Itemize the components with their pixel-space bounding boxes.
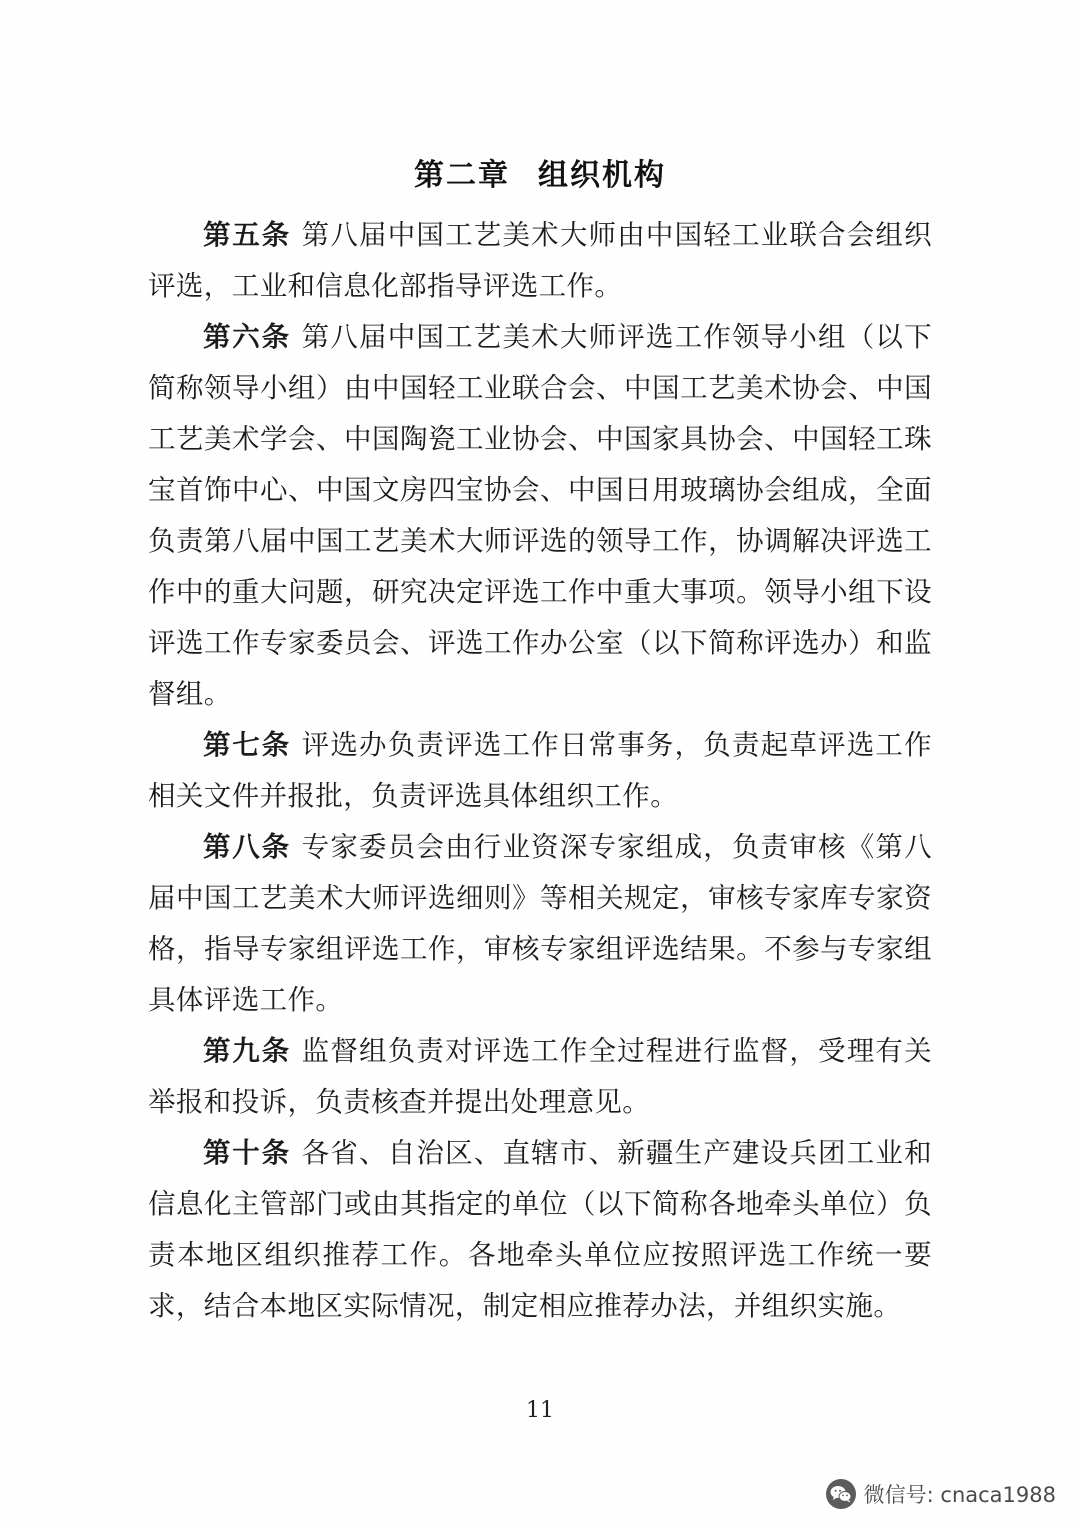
watermark-text: 微信号: cnaca1988 — [863, 1483, 1056, 1507]
wechat-icon — [826, 1479, 856, 1509]
article-label: 第九条 — [203, 1035, 291, 1067]
article-paragraph — [148, 1128, 932, 1332]
article-label: 第六条 — [203, 321, 291, 353]
article-label: 第八条 — [203, 831, 291, 863]
article-text: 各省、自治区、直辖市、新疆生产建设兵团工业和信息化主管部门或由其指定的单位（以下简称各地牵头单位）负责本地区组织推荐工作。各地牵头单位应按照评选工作统一要求，结合本地区实际情况，制定相应推荐办法，并组织实施。 — [148, 1137, 932, 1322]
article-label: 第七条 — [203, 729, 291, 761]
article-text: 专家委员会由行业资深专家组成，负责审核《第八届中国工艺美术大师评选细则》等相关规定，审核专家库专家资格，指导专家组评选工作，审核专家组评选结果。不参与专家组具体评选工作。 — [148, 831, 932, 1016]
chapter-number: 第二章 — [414, 158, 510, 193]
page-number: 11 — [526, 1398, 554, 1423]
article-text: 评选办负责评选工作日常事务，负责起草评选工作相关文件并报批，负责评选具体组织工作。 — [148, 729, 932, 812]
document-body — [148, 150, 932, 1332]
article-paragraph — [148, 720, 932, 822]
chapter-heading — [148, 150, 932, 194]
article-text: 第八届中国工艺美术大师评选工作领导小组（以下简称领导小组）由中国轻工业联合会、中国工艺美术协会、中国工艺美术学会、中国陶瓷工业协会、中国家具协会、中国轻工珠宝首饰中心、中国文房四宝协会、中国日用玻璃协会组成，全面负责第八届中国工艺美术大师评选的领导工作，协调解决评选工作中的重大问题，研究决定评选工作中重大事项。领导小组下设评选工作专家委员会、评选工作办公室（以下简称评选办）和监督组。 — [148, 321, 932, 710]
article-text: 第八届中国工艺美术大师由中国轻工业联合会组织评选，工业和信息化部指导评选工作。 — [148, 219, 932, 302]
article-paragraph — [148, 1026, 932, 1128]
chapter-name: 组织机构 — [538, 158, 666, 193]
watermark — [826, 1479, 1056, 1509]
article-label: 第十条 — [203, 1137, 291, 1169]
article-text: 监督组负责对评选工作全过程进行监督，受理有关举报和投诉，负责核查并提出处理意见。 — [148, 1035, 932, 1118]
article-paragraph — [148, 210, 932, 312]
article-label: 第五条 — [203, 219, 291, 251]
article-paragraph — [148, 312, 932, 720]
article-paragraph — [148, 822, 932, 1026]
